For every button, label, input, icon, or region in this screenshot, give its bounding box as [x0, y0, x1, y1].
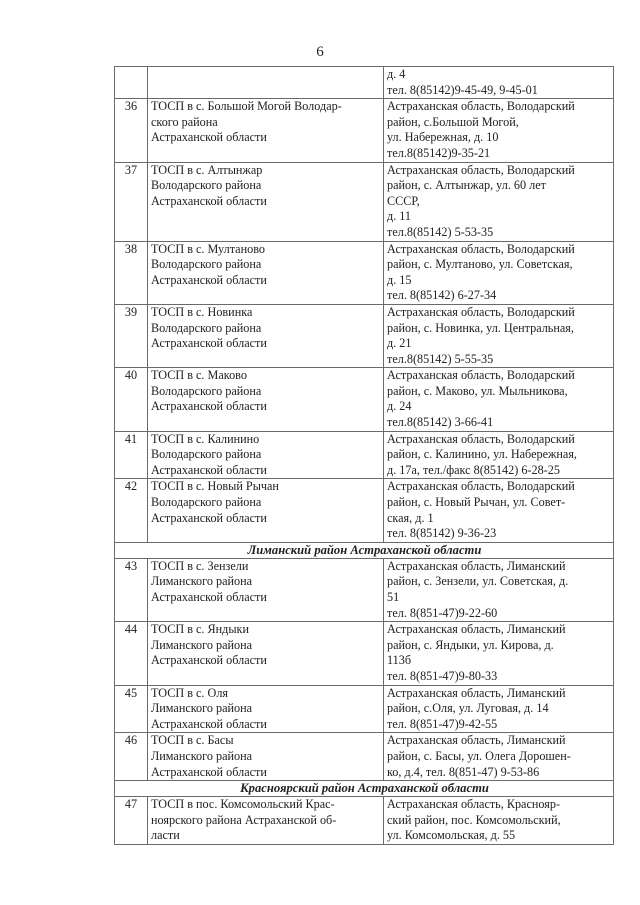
table-row — [115, 431, 614, 479]
row-number: 40 — [115, 368, 148, 431]
office-name: ТОСП в с. Новый Рычан Володарского района Астраханской области — [148, 479, 384, 542]
offices-table-body — [115, 67, 614, 845]
table-row — [115, 797, 614, 845]
page-number: 6 — [316, 44, 324, 60]
table-row — [115, 479, 614, 542]
office-name: ТОСП в с. Басы Лиманского района Астраханской области — [148, 733, 384, 781]
office-name: ТОСП в с. Мултаново Володарского района Астраханской области — [148, 241, 384, 304]
row-number: 37 — [115, 162, 148, 241]
section-header-row — [115, 542, 614, 558]
table-row — [115, 733, 614, 781]
table-row — [115, 368, 614, 431]
office-address: д. 4 тел. 8(85142)9-45-49, 9-45-01 — [384, 67, 614, 99]
table-row — [115, 67, 614, 99]
office-name: ТОСП в с. Большой Могой Володар- ского района Астраханской области — [148, 99, 384, 162]
row-number: 39 — [115, 304, 148, 367]
office-name: ТОСП в с. Оля Лиманского района Астраханской области — [148, 685, 384, 733]
office-address: Астраханская область, Лиманский район, с. Яндыки, ул. Кирова, д. 113б тел. 8(851-47)9-80-33 — [384, 622, 614, 685]
table-row — [115, 162, 614, 241]
office-name: ТОСП в с. Алтынжар Володарского района Астраханской области — [148, 162, 384, 241]
office-name: ТОСП в с. Калинино Володарского района Астраханской области — [148, 431, 384, 479]
section-title: Красноярский район Астраханской области — [115, 781, 614, 797]
table-row — [115, 241, 614, 304]
office-name: ТОСП в с. Маково Володарского района Астраханской области — [148, 368, 384, 431]
section-header-row — [115, 781, 614, 797]
office-address: Астраханская область, Володарский район, с. Маково, ул. Мыльникова, д. 24 тел.8(85142) 3-66-41 — [384, 368, 614, 431]
office-address: Астраханская область, Краснояр- ский район, пос. Комсомольский, ул. Комсомольская, д. 55 — [384, 797, 614, 845]
office-name — [148, 67, 384, 99]
table-row — [115, 304, 614, 367]
office-address: Астраханская область, Лиманский район, с.Оля, ул. Луговая, д. 14 тел. 8(851-47)9-42-55 — [384, 685, 614, 733]
row-number: 41 — [115, 431, 148, 479]
office-address: Астраханская область, Володарский район, с.Большой Могой, ул. Набережная, д. 10 тел.8(85142)9-35-21 — [384, 99, 614, 162]
row-number — [115, 67, 148, 99]
office-address: Астраханская область, Володарский район, с. Мултаново, ул. Советская, д. 15 тел. 8(85142) 6-27-34 — [384, 241, 614, 304]
office-address: Астраханская область, Володарский район, с. Алтынжар, ул. 60 лет СССР, д. 11 тел.8(85142) 5-53-35 — [384, 162, 614, 241]
section-title: Лиманский район Астраханской области — [115, 542, 614, 558]
office-address: Астраханская область, Лиманский район, с. Басы, ул. Олега Дорошен- ко, д.4, тел. 8(851-47) 9-53-86 — [384, 733, 614, 781]
row-number: 43 — [115, 558, 148, 621]
row-number: 46 — [115, 733, 148, 781]
office-name: ТОСП в пос. Комсомольский Крас- ноярского района Астраханской об- ласти — [148, 797, 384, 845]
row-number: 36 — [115, 99, 148, 162]
row-number: 42 — [115, 479, 148, 542]
office-address: Астраханская область, Володарский район, с. Калинино, ул. Набережная, д. 17а, тел./факс 8(85142) 6-28-25 — [384, 431, 614, 479]
table-row — [115, 622, 614, 685]
row-number: 44 — [115, 622, 148, 685]
office-address: Астраханская область, Володарский район, с. Новый Рычан, ул. Совет- ская, д. 1 тел. 8(85142) 9-36-23 — [384, 479, 614, 542]
row-number: 45 — [115, 685, 148, 733]
offices-table — [114, 66, 614, 845]
office-name: ТОСП в с. Зензели Лиманского района Астраханской области — [148, 558, 384, 621]
office-name: ТОСП в с. Яндыки Лиманского района Астраханской области — [148, 622, 384, 685]
office-name: ТОСП в с. Новинка Володарского района Астраханской области — [148, 304, 384, 367]
office-address: Астраханская область, Володарский район, с. Новинка, ул. Центральная, д. 21 тел.8(85142) 5-55-35 — [384, 304, 614, 367]
table-row — [115, 99, 614, 162]
table-row — [115, 685, 614, 733]
row-number: 47 — [115, 797, 148, 845]
office-address: Астраханская область, Лиманский район, с. Зензели, ул. Советская, д. 51 тел. 8(851-47)9-22-60 — [384, 558, 614, 621]
row-number: 38 — [115, 241, 148, 304]
table-row — [115, 558, 614, 621]
